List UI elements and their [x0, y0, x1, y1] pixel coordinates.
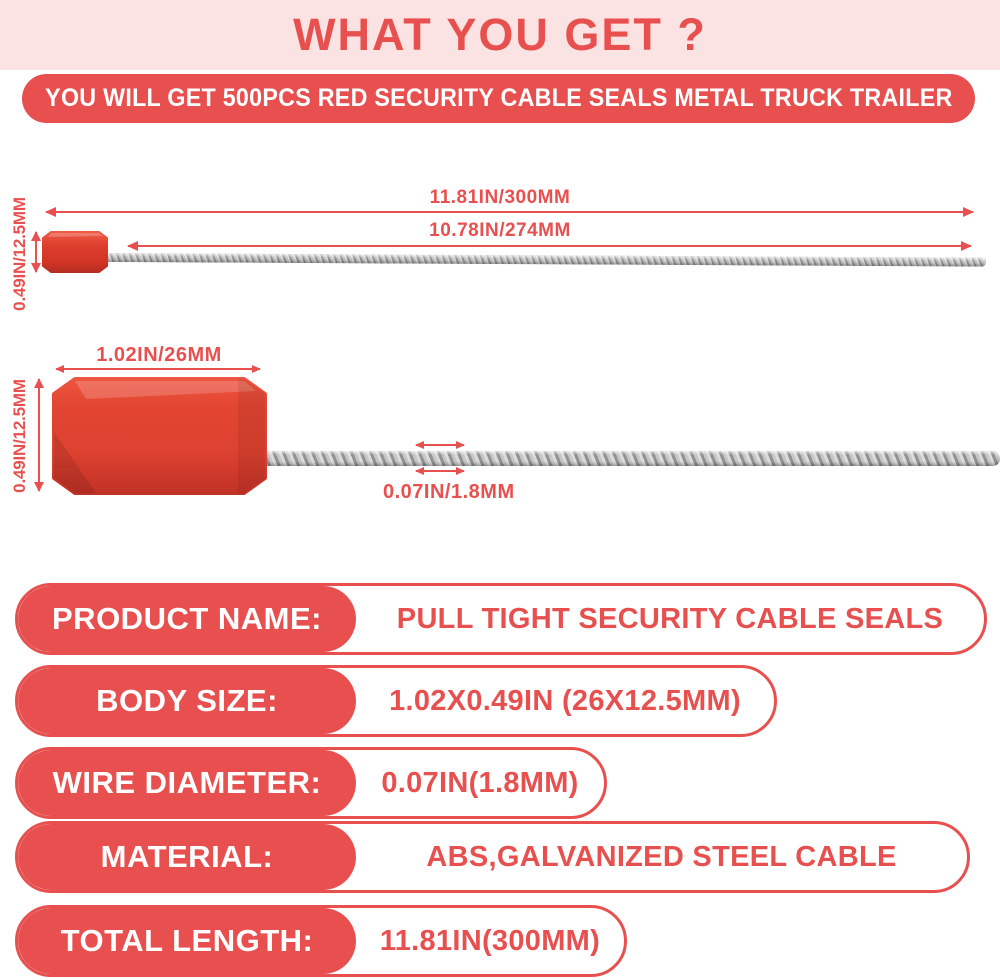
spec-row-total-length: [15, 905, 627, 977]
wire-diameter-label: 0.07IN/1.8MM: [383, 481, 515, 503]
cable-thin: [104, 253, 986, 267]
body-width-label: 1.02IN/26MM: [96, 344, 222, 366]
spec-value: 11.81IN(300MM): [379, 924, 601, 957]
headline-banner: [22, 74, 975, 123]
spec-value: 1.02X0.49IN (26X12.5MM): [389, 684, 741, 717]
cable-thick: [255, 451, 1000, 466]
spec-row-product-name: [15, 583, 987, 655]
seal-height-arrow-body: [38, 379, 40, 491]
headline-banner-text: YOU WILL GET 500PCS RED SECURITY CABLE SEALS METAL TRUCK TRAILER: [44, 84, 953, 112]
spec-label: WIRE DIAMETER:: [18, 750, 356, 816]
seal-body-large: [52, 377, 267, 495]
header-band: [0, 0, 1000, 70]
seal-body-small: [42, 231, 108, 273]
wire-diameter-arrow-bottom: [416, 470, 464, 472]
spec-label: PRODUCT NAME:: [18, 586, 356, 652]
seal-height-arrow-top: [35, 232, 37, 272]
spec-row-body-size: [15, 665, 777, 737]
total-length-label: 11.81IN/300MM: [429, 187, 571, 208]
cable-length-arrow: [128, 245, 971, 247]
spec-label: MATERIAL:: [18, 824, 356, 890]
spec-row-wire-diameter: [15, 747, 607, 819]
spec-value: ABS,GALVANIZED STEEL CABLE: [426, 840, 897, 873]
spec-value: 0.07IN(1.8MM): [381, 766, 579, 799]
spec-value: PULL TIGHT SECURITY CABLE SEALS: [396, 602, 944, 635]
wire-diameter-arrow-top: [416, 444, 464, 446]
seal-height-label-top: 0.49IN/12.5MM: [10, 197, 29, 311]
body-width-arrow: [56, 368, 260, 370]
total-length-arrow: [46, 211, 973, 213]
cable-length-label: 10.78IN/274MM: [429, 220, 571, 241]
spec-label: BODY SIZE:: [18, 668, 356, 734]
spec-row-material: [15, 821, 970, 893]
spec-label: TOTAL LENGTH:: [18, 908, 356, 974]
page-title: WHAT YOU GET ?: [293, 9, 707, 60]
seal-height-label-body: 0.49IN/12.5MM: [10, 379, 29, 493]
